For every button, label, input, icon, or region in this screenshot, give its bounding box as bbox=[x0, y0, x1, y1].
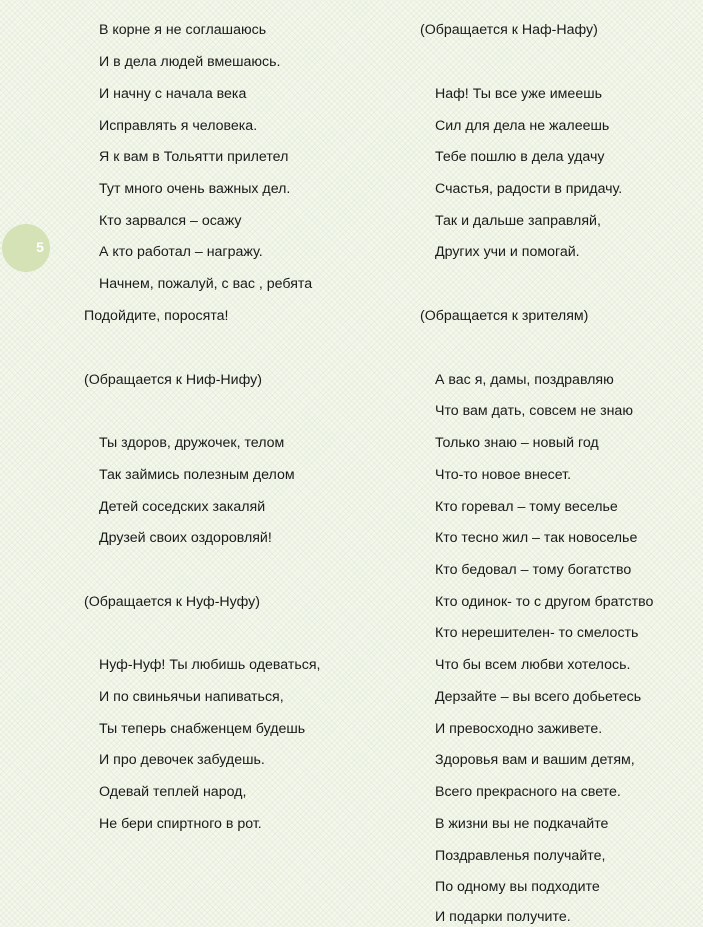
poem-line: В корне я не соглашаюсь bbox=[99, 22, 267, 38]
poem-line: И по свиньячьи напиваться, bbox=[99, 689, 284, 705]
stage-direction: (Обращается к Нуф-Нуфу) bbox=[84, 594, 260, 610]
poem-line: И превосходно заживете. bbox=[435, 721, 603, 737]
poem-line: Не бери спиртного в рот. bbox=[99, 816, 262, 832]
page-number: 5 bbox=[36, 239, 44, 255]
poem-line: Счастья, радости в придачу. bbox=[435, 181, 623, 197]
poem-line: Исправлять я человека. bbox=[99, 118, 258, 134]
poem-line: Только знаю – новый год bbox=[435, 435, 599, 451]
poem-line: Кто тесно жил – так новоселье bbox=[435, 530, 638, 546]
poem-line: Одевай теплей народ, bbox=[99, 784, 247, 800]
poem-line: Поздравленья получайте, bbox=[435, 848, 606, 864]
poem-line: Так займись полезным делом bbox=[99, 467, 295, 483]
page-number-badge bbox=[2, 224, 50, 272]
poem-line: Подойдите, поросята! bbox=[84, 308, 229, 324]
poem-line: Кто зарвался – осажу bbox=[99, 213, 242, 229]
poem-line: Так и дальше заправляй, bbox=[435, 213, 601, 229]
poem-line: Сил для дела не жалеешь bbox=[435, 118, 610, 134]
stage-direction: (Обращается к Ниф-Нифу) bbox=[84, 372, 262, 388]
poem-line: Что вам дать, совсем не знаю bbox=[435, 403, 633, 419]
poem-line: Ты здоров, дружочек, телом bbox=[99, 435, 285, 451]
poem-line: Кто одинок- то с другом братство bbox=[435, 594, 654, 610]
poem-line: Что-то новое внесет. bbox=[435, 467, 572, 483]
poem-line: Дерзайте – вы всего добьетесь bbox=[435, 689, 642, 705]
poem-line: Наф! Ты все уже имеешь bbox=[435, 86, 602, 102]
poem-line: А кто работал – награжу. bbox=[99, 244, 263, 260]
poem-line: Тут много очень важных дел. bbox=[99, 181, 291, 197]
poem-line: Кто горевал – тому веселье bbox=[435, 499, 618, 515]
poem-line: Здоровья вам и вашим детям, bbox=[435, 752, 635, 768]
poem-line: И про девочек забудешь. bbox=[99, 752, 265, 768]
poem-line: В жизни вы не подкачайте bbox=[435, 816, 609, 832]
poem-line: Других учи и помогай. bbox=[435, 244, 580, 260]
poem-line: Я к вам в Тольятти прилетел bbox=[99, 149, 289, 165]
poem-line: Кто нерешителен- то смелость bbox=[435, 625, 639, 641]
poem-line: Нуф-Нуф! Ты любишь одеваться, bbox=[99, 657, 321, 673]
poem-line: Что бы всем любви хотелось. bbox=[435, 657, 631, 673]
poem-line: Начнем, пожалуй, с вас , ребята bbox=[99, 276, 313, 292]
poem-line: Всего прекрасного на свете. bbox=[435, 784, 621, 800]
poem-line: Кто бедовал – тому богатство bbox=[435, 562, 632, 578]
poem-line: По одному вы подходите bbox=[435, 879, 600, 895]
poem-line: А вас я, дамы, поздравляю bbox=[435, 372, 614, 388]
poem-line: И подарки получите. bbox=[435, 909, 571, 925]
stage-direction: (Обращается к зрителям) bbox=[420, 308, 589, 324]
poem-line: И в дела людей вмешаюсь. bbox=[99, 54, 281, 70]
poem-line: Друзей своих оздоровляй! bbox=[99, 530, 272, 546]
poem-line: Ты теперь снабженцем будешь bbox=[99, 721, 306, 737]
stage-direction: (Обращается к Наф-Нафу) bbox=[420, 22, 598, 38]
poem-line: И начну с начала века bbox=[99, 86, 247, 102]
poem-line: Тебе пошлю в дела удачу bbox=[435, 149, 605, 165]
poem-line: Детей соседских закаляй bbox=[99, 499, 266, 515]
